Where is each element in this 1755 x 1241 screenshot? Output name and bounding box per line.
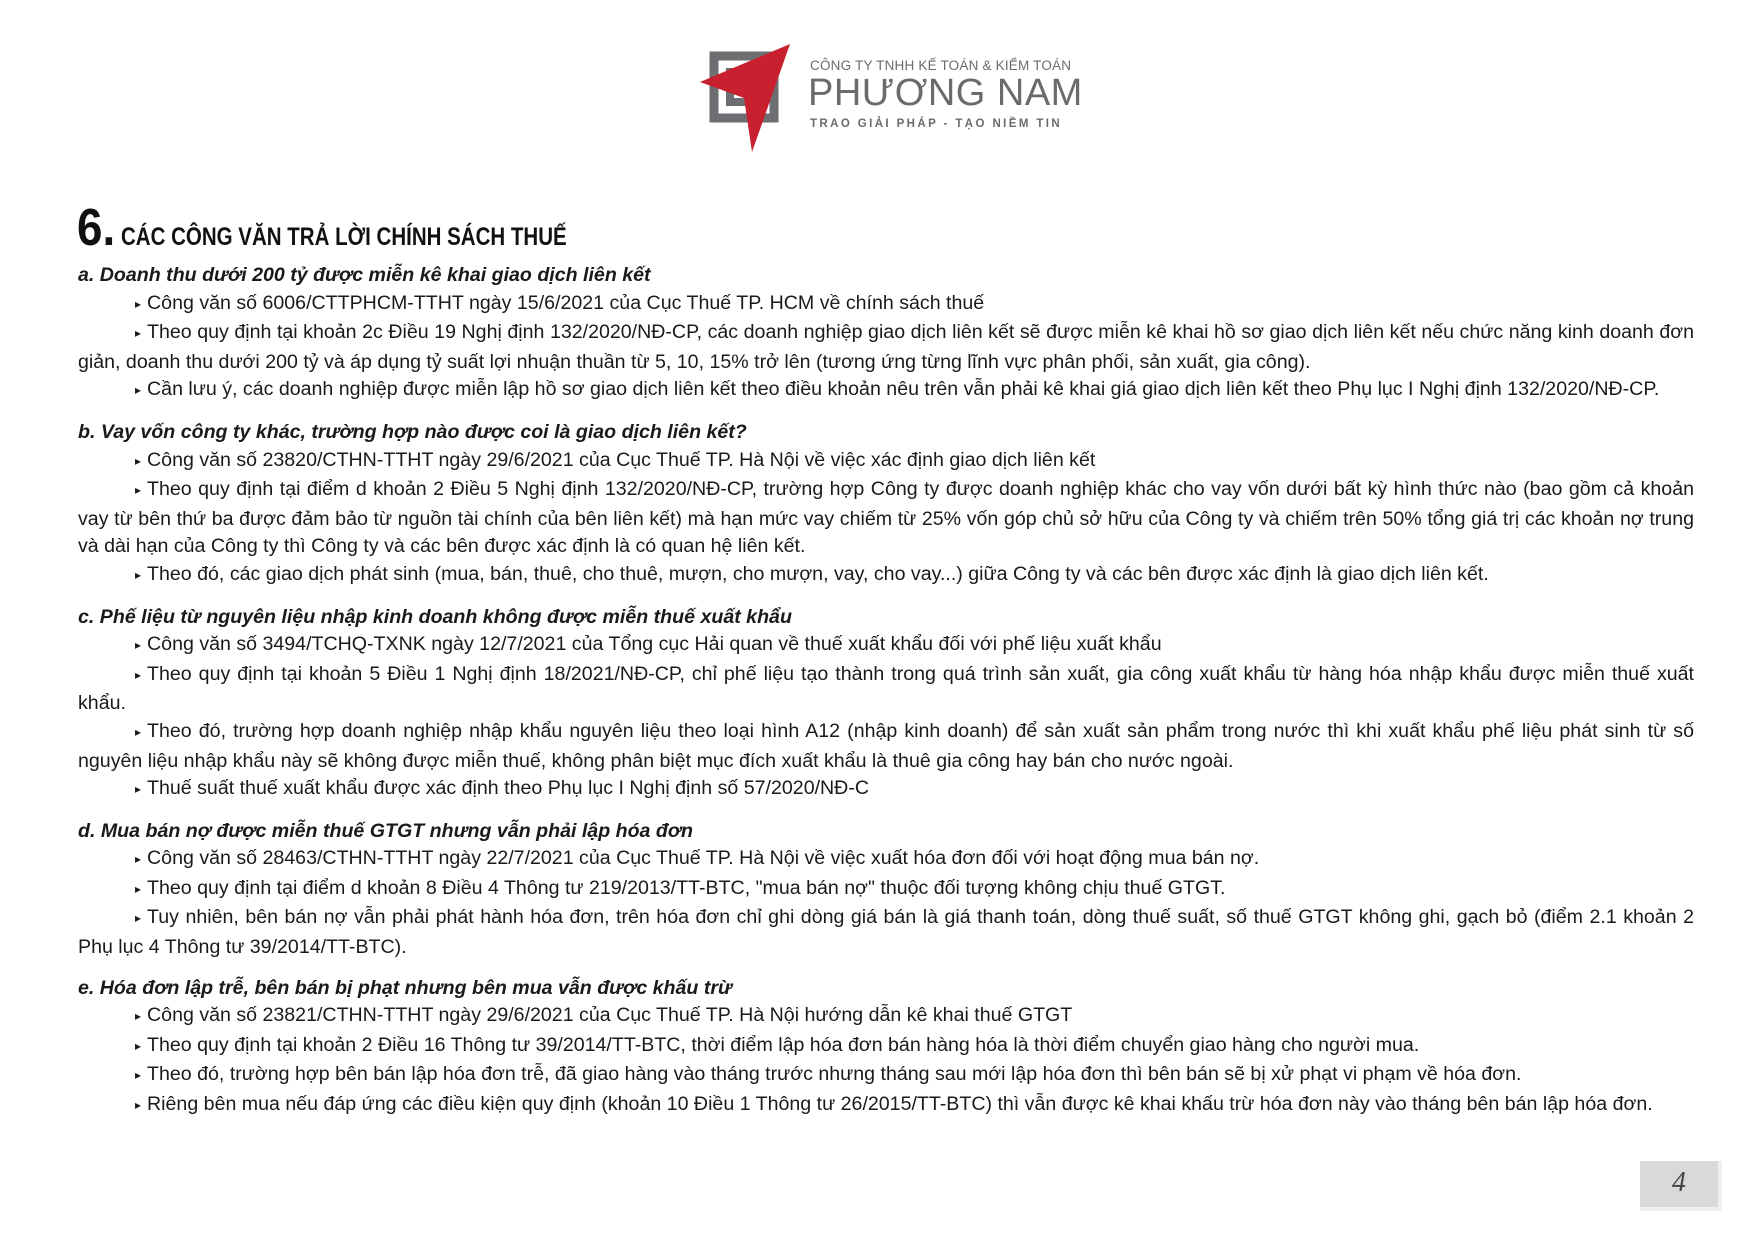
brand-name: PHƯƠNG NAM bbox=[808, 72, 1083, 114]
bullet-paragraph bbox=[78, 1002, 1694, 1032]
bullet-arrow-icon: ▸ bbox=[135, 383, 142, 398]
paragraph-text: Theo quy định tại điểm d khoản 8 Điều 4 Thông tư 219/2013/TT-BTC, "mua bán nợ" thuộc đối tượng không chịu thuế GTGT. bbox=[147, 876, 1226, 899]
bullet-paragraph bbox=[78, 561, 1694, 591]
bullet-arrow-icon: ▸ bbox=[135, 1038, 142, 1053]
bullet-arrow-icon: ▸ bbox=[135, 453, 142, 468]
bullet-paragraph bbox=[78, 290, 1694, 320]
subsection bbox=[78, 262, 1694, 406]
bullet-arrow-icon: ▸ bbox=[135, 1068, 142, 1083]
paragraph-text: Theo quy định tại khoản 2c Điều 19 Nghị định 132/2020/NĐ-CP, các doanh nghiệp giao dịch liên kết sẽ được miễn kê khai hồ sơ giao dịch liên kết nếu chức năng kinh doanh đơn giản, doanh thu dưới 200 tỷ và áp dụng tỷ suất lợi nhuận thuần từ 5, 10, 15% trở lên (tương ứng từng lĩnh vực phân phối, sản xuất, gia công). bbox=[78, 321, 1694, 373]
paragraph-text: Công văn số 6006/CTTPHCM-TTHT ngày 15/6/2021 của Cục Thuế TP. HCM về chính sách thuế bbox=[147, 291, 985, 314]
bullet-arrow-icon: ▸ bbox=[135, 667, 142, 682]
paragraph-text: Theo quy định tại khoản 5 Điều 1 Nghị định 18/2021/NĐ-CP, chỉ phế liệu tạo thành trong quá trình sản xuất, gia công xuất khẩu từ hàng hóa nhập khẩu được miễn thuế xuất khẩu. bbox=[78, 662, 1694, 715]
bullet-paragraph bbox=[78, 718, 1694, 775]
page-header bbox=[700, 44, 1083, 154]
page-number: 4 bbox=[1672, 1167, 1686, 1198]
paragraph-text: Công văn số 23820/CTHN-TTHT ngày 29/6/2021 của Cục Thuế TP. Hà Nội về việc xác định giao dịch liên kết bbox=[147, 448, 1096, 471]
bullet-arrow-icon: ▸ bbox=[135, 881, 142, 896]
bullet-paragraph bbox=[78, 447, 1694, 477]
paragraph-text: Theo đó, trường hợp doanh nghiệp nhập khẩu nguyên liệu theo loại hình A12 (nhập kinh doanh) để sản xuất sản phẩm trong nước thì khi xuất khẩu phế liệu phát sinh từ số nguyên liệu nhập khẩu này sẽ không được miễn thuế, không phân biệt mục đích xuất khẩu là thuê gia công hay bán cho nước ngoài. bbox=[78, 719, 1694, 772]
bullet-arrow-icon: ▸ bbox=[135, 1009, 142, 1024]
bullet-arrow-icon: ▸ bbox=[135, 483, 142, 498]
bullet-arrow-icon: ▸ bbox=[135, 852, 142, 867]
subsection bbox=[78, 604, 1694, 805]
bullet-arrow-icon: ▸ bbox=[135, 567, 142, 582]
paragraph-text: Công văn số 23821/CTHN-TTHT ngày 29/6/2021 của Cục Thuế TP. Hà Nội hướng dẫn kê khai thuế GTGT bbox=[147, 1004, 1073, 1027]
paragraph-text: Công văn số 28463/CTHN-TTHT ngày 22/7/2021 của Cục Thuế TP. Hà Nội về việc xuất hóa đơn đối với hoạt động mua bán nợ. bbox=[147, 847, 1260, 870]
section-number: 6. bbox=[77, 199, 116, 257]
bullet-paragraph bbox=[78, 476, 1694, 561]
subsection-title: e. Hóa đơn lập trễ, bên bán bị phạt nhưng bên mua vẫn được khấu trừ bbox=[78, 976, 732, 999]
bullet-paragraph bbox=[78, 1091, 1694, 1121]
bullet-arrow-icon: ▸ bbox=[135, 326, 142, 341]
subsection-title: a. Doanh thu dưới 200 tỷ được miễn kê khai giao dịch liên kết bbox=[78, 264, 651, 286]
bullet-paragraph bbox=[78, 661, 1694, 718]
paragraph-text: Theo đó, các giao dịch phát sinh (mua, bán, thuê, cho thuê, mượn, cho mượn, vay, cho vay...) giữa Công ty và các bên được xác định là giao dịch liên kết. bbox=[147, 562, 1489, 585]
bullet-paragraph bbox=[78, 904, 1694, 961]
phuong-nam-logo-icon bbox=[700, 44, 792, 152]
bullet-paragraph bbox=[78, 1032, 1694, 1062]
bullet-paragraph bbox=[78, 376, 1694, 406]
subsection-title: c. Phế liệu từ nguyên liệu nhập kinh doanh không được miễn thuế xuất khẩu bbox=[78, 605, 792, 628]
paragraph-text: Cần lưu ý, các doanh nghiệp được miễn lập hồ sơ giao dịch liên kết theo điều khoản nêu trên vẫn phải kê khai giá giao dịch liên kết theo Phụ lục I Nghị định 132/2020/NĐ-CP. bbox=[147, 378, 1660, 401]
paragraph-text: Tuy nhiên, bên bán nợ vẫn phải phát hành hóa đơn, trên hóa đơn chỉ ghi dòng giá bán là giá thanh toán, dòng thuế suất, số thuế GTGT không ghi, gạch bỏ (điểm 2.1 khoản 2 Phụ lục 4 Thông tư 39/2014/TT-BTC). bbox=[78, 906, 1694, 959]
document-body bbox=[78, 262, 1694, 1121]
paragraph-text: Công văn số 3494/TCHQ-TXNK ngày 12/7/2021 của Tổng cục Hải quan về thuế xuất khẩu đối với phế liệu xuất khẩu bbox=[147, 633, 1162, 656]
paragraph-text: Theo đó, trường hợp bên bán lập hóa đơn trễ, đã giao hàng vào tháng trước nhưng tháng sau mới lập hóa đơn thì bên bán sẽ bị xử phạt vi phạm về hóa đơn. bbox=[147, 1063, 1522, 1086]
subsection bbox=[78, 818, 1694, 962]
company-line: CÔNG TY TNHH KẾ TOÁN & KIỂM TOÁN bbox=[810, 58, 1072, 73]
subsection bbox=[78, 975, 1694, 1121]
tagline: TRAO GIẢI PHÁP - TẠO NIỀM TIN bbox=[810, 118, 1063, 130]
page-number-box bbox=[1640, 1161, 1722, 1211]
paragraph-text: Theo quy định tại khoản 2 Điều 16 Thông tư 39/2014/TT-BTC, thời điểm lập hóa đơn bán hàng hóa là thời điểm chuyển giao hàng cho người mua. bbox=[147, 1033, 1420, 1056]
bullet-arrow-icon: ▸ bbox=[135, 724, 142, 739]
bullet-arrow-icon: ▸ bbox=[135, 296, 142, 311]
paragraph-text: Riêng bên mua nếu đáp ứng các điều kiện quy định (khoản 10 Điều 1 Thông tư 26/2015/TT-BTC) thì vẫn được kê khai khấu trừ hóa đơn này vào tháng bên bán lập hóa đơn. bbox=[147, 1093, 1653, 1116]
bullet-paragraph bbox=[78, 845, 1694, 875]
bullet-arrow-icon: ▸ bbox=[135, 782, 142, 797]
bullet-paragraph bbox=[78, 775, 1694, 805]
section-title: CÁC CÔNG VĂN TRẢ LỜI CHÍNH SÁCH THUẾ bbox=[120, 223, 567, 251]
bullet-arrow-icon: ▸ bbox=[135, 1098, 142, 1113]
subsection-title: b. Vay vốn công ty khác, trường hợp nào được coi là giao dịch liên kết? bbox=[78, 420, 747, 443]
paragraph-text: Thuế suất thuế xuất khẩu được xác định theo Phụ lục I Nghị định số 57/2020/NĐ-C bbox=[147, 777, 870, 800]
bullet-paragraph bbox=[78, 1061, 1694, 1091]
paragraph-text: Theo quy định tại điểm d khoản 2 Điều 5 Nghị định 132/2020/NĐ-CP, trường hợp Công ty được doanh nghiệp khác cho vay vốn dưới bất kỳ hình thức nào (bao gồm cả khoản vay từ bên thứ ba được đảm bảo từ nguồn tài chính của bên liên kết) mà hạn mức vay chiếm từ 25% vốn góp chủ sở hữu của Công ty và chiếm trên 50% tổng giá trị các khoản nợ trung và dài hạn của Công ty thì Công ty và các bên được xác định là có quan hệ liên kết. bbox=[78, 478, 1694, 558]
bullet-paragraph bbox=[78, 875, 1694, 905]
subsection bbox=[78, 419, 1694, 591]
subsection-title: d. Mua bán nợ được miễn thuế GTGT nhưng vẫn phải lập hóa đơn bbox=[78, 819, 693, 842]
bullet-paragraph bbox=[78, 631, 1694, 661]
bullet-arrow-icon: ▸ bbox=[135, 911, 142, 926]
section-heading bbox=[77, 198, 664, 258]
bullet-paragraph bbox=[78, 319, 1694, 376]
bullet-arrow-icon: ▸ bbox=[135, 638, 142, 653]
